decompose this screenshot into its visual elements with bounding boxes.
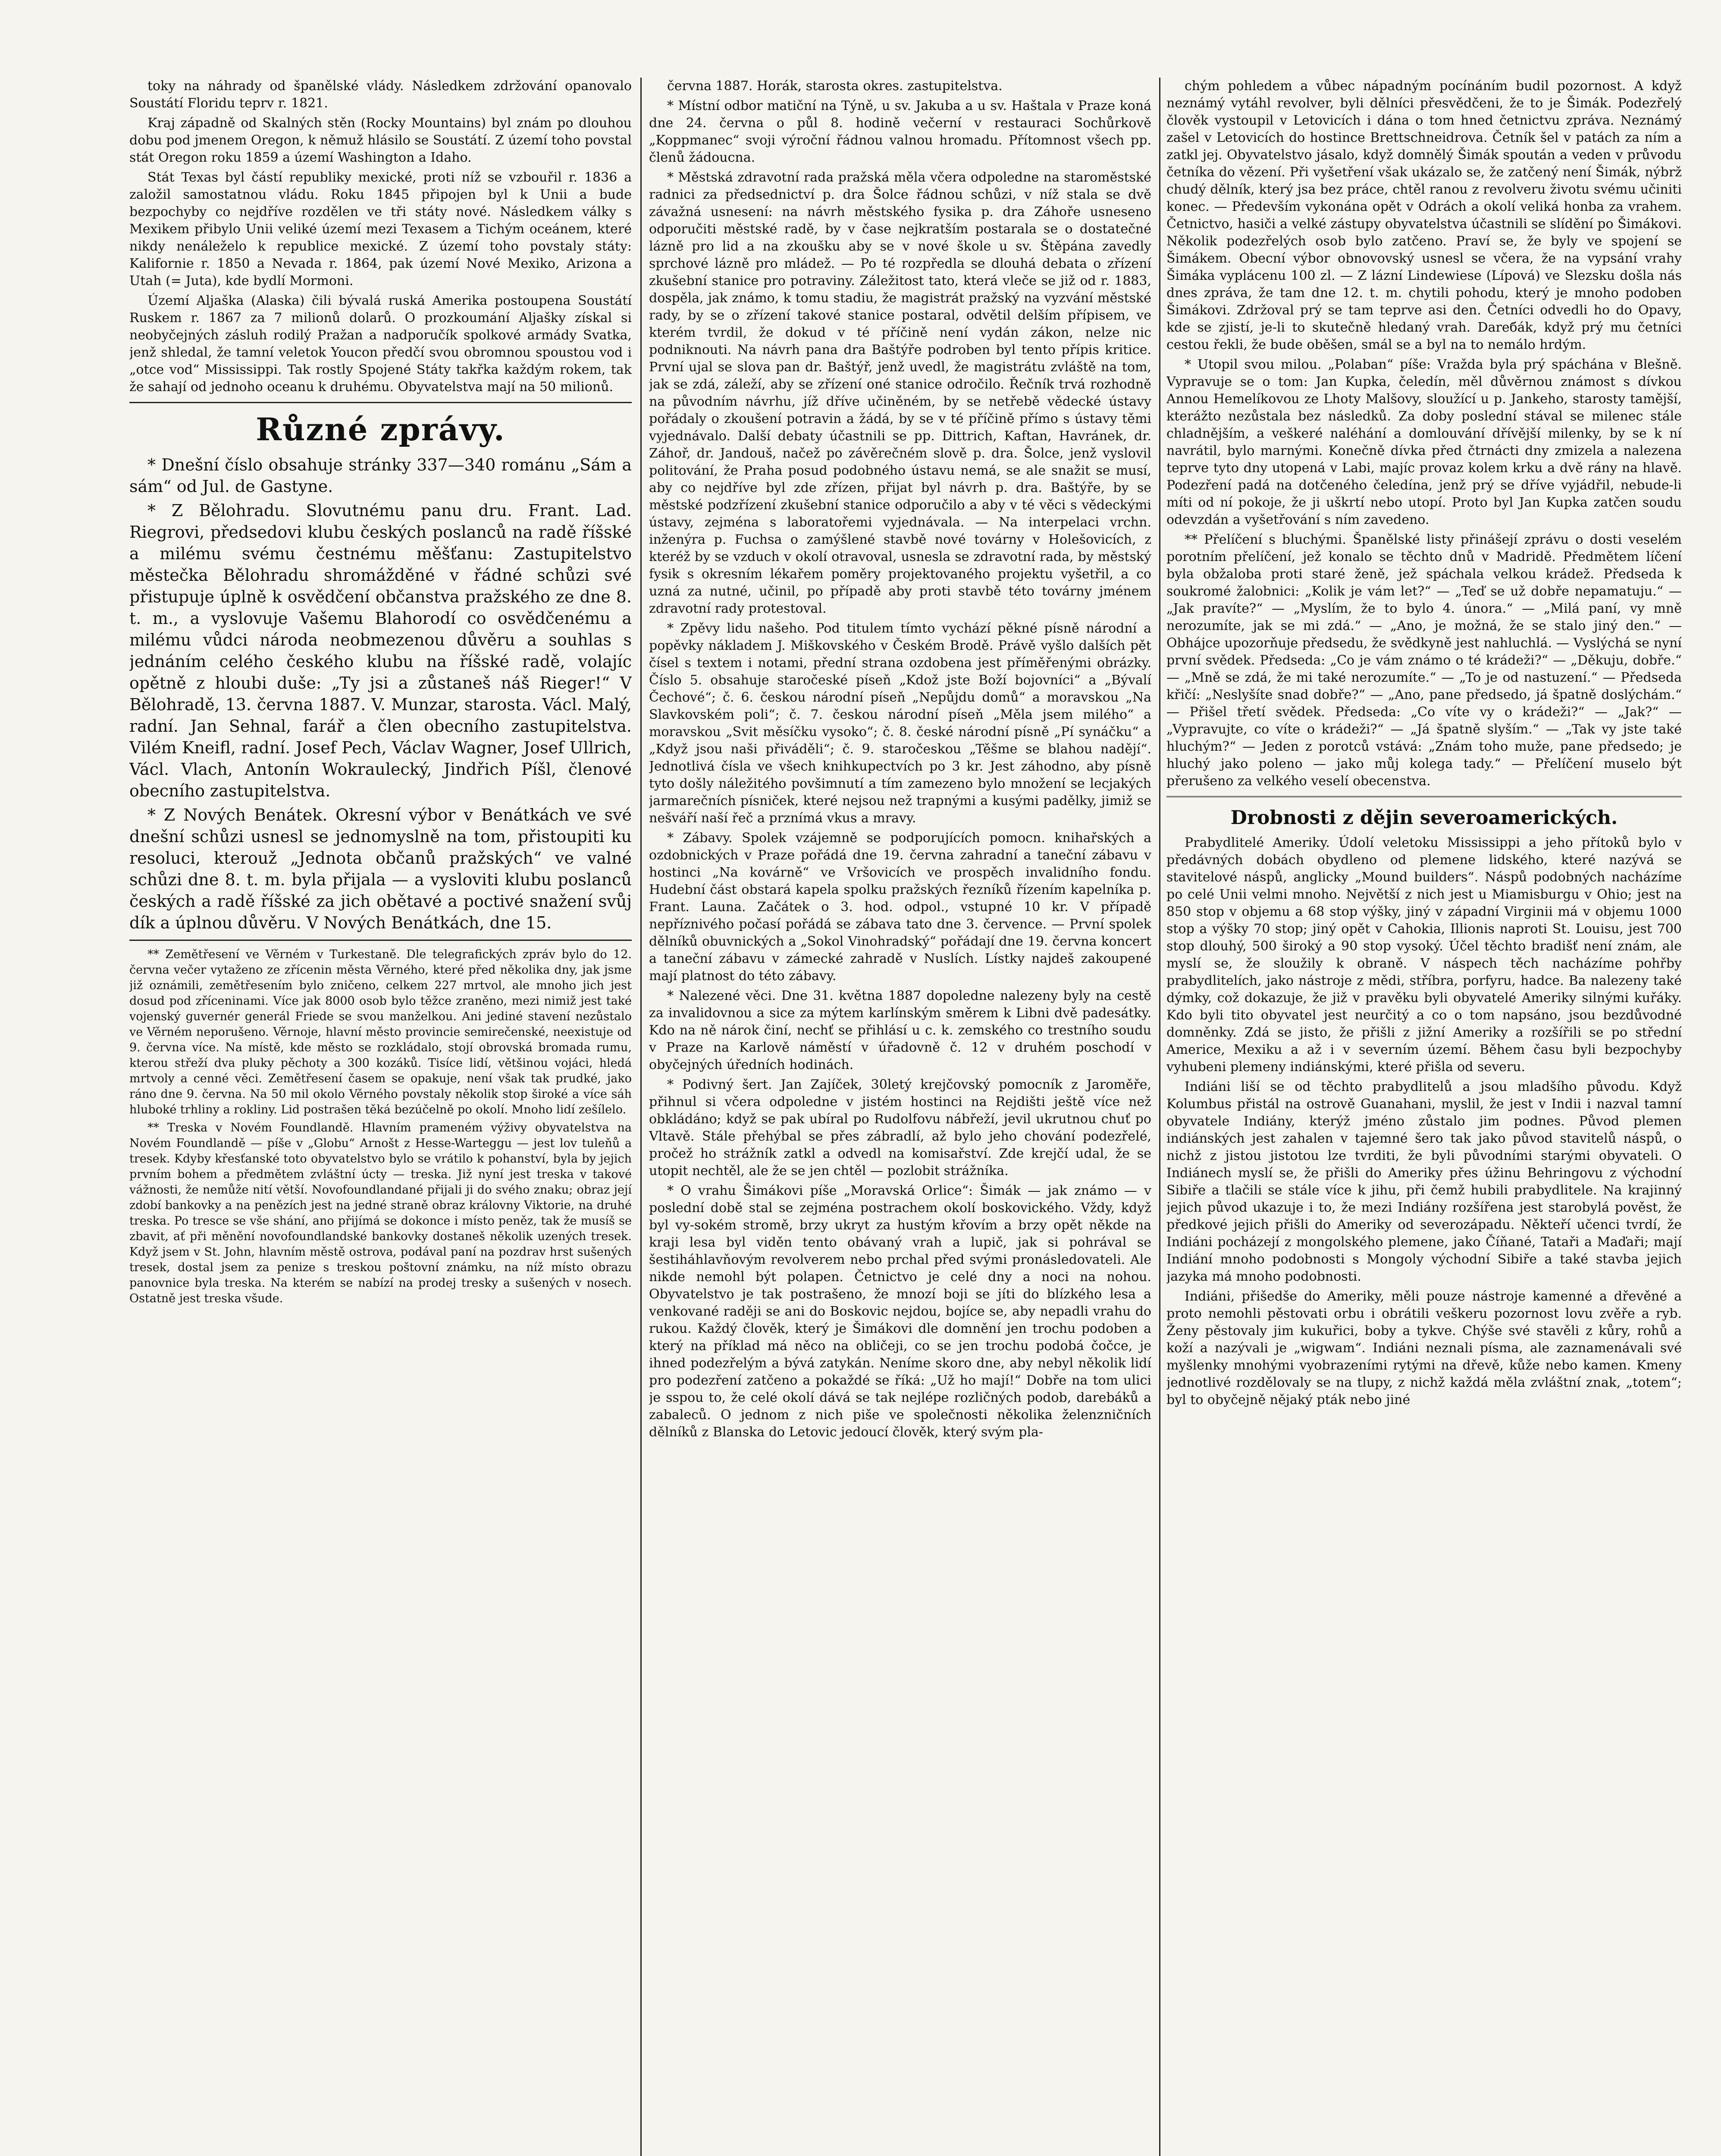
paragraph: Území Aljaška (Alaska) čili bývalá ruská Amerika postoupena Soustátí Ruskem r. 1867 za 7 milionů dolarů. O prozkoumání Aljašky získal si neobyčejných zásluh rodilý Pražan a nadporučík spolkové armády Svatka, jenž shledal, že tamní veletok Youcon předčí svou obromnou spoustou vod i „otce vod“ Mississippi. Tak rostly Spojené Státy takřka každým rokem, tak že sahají od jednoho oceanu k druhému. Obyvatelstva mají na 50 milionů.	[129, 293, 632, 395]
paragraph: toky na náhrady od španělské vlády. Následkem zdržování opanovalo Soustátí Floridu teprv r. 1821.	[129, 78, 632, 111]
news-item: * Dnešní číslo obsahuje stránky 337—340 románu „Sám a sám“ od Jul. de Gastyne.	[129, 455, 632, 496]
article-paragraph: Indiáni, přišedše do Ameriky, měli pouze nástroje kamenné a dřevěné a proto nemohli pěstovati orbu i obrátili veškeru pozornost lovu zvěře a ryb. Ženy pěstovaly jim kukuřici, boby a tykve. Chýše své stavěli z kůry, rohů a koží a nazývali je „wigwam“. Indiáni neznali písma, ale zaznamenávali své myšlenky mnohými vyobrazeními rytými na dřevě, kůže nebo kamen. Kmeny jednotlivé rozdělovaly se na tlupy, z nichž každá měla zvláštní znak, „totem“; byl to obyčejně nějaký pták nebo jiné	[1166, 1289, 1682, 1407]
column-divider	[640, 78, 642, 2156]
news-item: ** Přelíčení s bluchými. Španělské listy přinášejí zprávu o dosti veselém porotním přelíčení, jež konalo se těchto dnů v Madridě. Předmětem líčení byla obžaloba proti staré ženě, jež spáchala velkou krádež. Předseda k soukromé žalobnici: „Kolik je vám let?“ — „Teď se už dobře nepamatuju.“ — „Jak pravíte?“ — „Myslím, že to bylo 4. února.“ — „Milá paní, vy mně nerozumíte, jak se mi zdá.“ — „Ano, je možná, že se stalo jiný den.“ — Obhájce upozorňuje předsedu, že svědkyně jest nahluchlá. — Vyslýchá se nyní první svědek. Předseda: „Co je vám známo o té krádeži?“ — „Děkuju, dobře.“ — „Mně se zdá, že mi také nerozumíte.“ — „To je od nastuzení.“ — Předseda křičí: „Neslyšíte snad dobře?“ — „Ano, pane předsedo, já špatně doslýchám.“ — Přišel třetí svědek. Předseda: „Co víte vy o krádeži?“ — „Jak?“ — „Vypravujte, co víte o krádeži?“ — „Já špatně slyším.“ — „Tak vy jste také hluchým?“ — Jeden z porotců vstává: „Znám toho muže, pane předsedo; je hluchý jako poleno — jako můj kolega tady.“ — Přelíčení muselo být přerušeno za velkého veselí obecenstva.	[1166, 532, 1682, 789]
news-item: * Zpěvy lidu našeho. Pod titulem tímto vychází pěkné písně národní a popěvky nákladem J. Miškovského v Českém Brodě. Právě vyšlo dalších pět čísel s textem i notami, přední strana ozdobena jest příměřenými obrázky. Číslo 5. obsahuje staročeské píseň „Kdož jste Boží bojovníci“ a „Bývalí Čechové“; č. 6. českou národní píseň „Nepůjdu domů“ a moravskou „Na Slavkovském poli“; č. 7. českou národní píseň „Měla jsem milého“ a moravskou „Svit měsíčku vysoko“; č. 8. české národní písně „Pí synáčku“ a „Když jsou naši přiváděli“; č. 9. staročeskou „Těšme se blahou nadějí“. Jednotlivá čísla ve všech knihkupectvích po 3 kr. Jest záhodno, aby písně tyto došly náležitého povšimnutí a tím zamezeno bylo množení se lecjakých jarmarečních písniček, které nejsou než trapnými a kusými padělky, jimiž se nešváří naší řeč a prznímá vkus a mravy.	[649, 621, 1151, 826]
news-item: * Nalezené věci. Dne 31. května 1887 dopoledne nalezeny byly na cestě za invalidovnou a sice za mýtem karlínským směrem k Libni dvě padesátky. Kdo na ně nárok činí, nechť se přihlásí u c. k. zemského co trestního soudu v Praze na Karlově náměstí v úřadovně č. 12 v druhém poschodí v obyčejných úředních hodinách.	[649, 988, 1151, 1072]
news-item: * Z Nových Benátek. Okresní výbor v Benátkách ve své dnešní schůzi usnesl se jednomyslně na tom, přistoupiti ku resoluci, kterouž „Jednota občanů pražských“ ve valné schůzi dne 8. t. m. byla přijala — a vysloviti klubu poslanců českých a radě říšské za jich obětavé a poctivé snažení svůj dík a úplnou důvěru. V Nových Benátkách, dne 15.	[129, 805, 632, 932]
section-divider	[1166, 796, 1682, 800]
news-item: ** Zemětřesení ve Věrném v Turkestaně. Dle telegrafických zpráv bylo do 12. června večer vytaženo ze zřícenin města Věrného, které před několika dny, jak jsme již oznámili, zemětřesením bylo zničeno, celkem 227 mrtvol, ale mnoho jich jest dosud pod zříceninami. Více jak 8000 osob bylo těžce zraněno, mezi nimiž jest také vojenský guvernér generál Friede se svou manželkou. Ani jediné stavení nezůstalo ve Věrném neporušeno. Věrnoje, hlavní město provincie semirečenské, neexistuje od 9. června více. Na místě, kde město se rozkládalo, stojí obrovská bromada rumu, kterou střeží dva pluky pěchoty a 300 kozáků. Tisíce lidí, většinou vojáci, hledá mrtvoly a cenné věci. Zemětřesení časem se opakuje, není však tak prudké, jako ráno dne 9. června. Na 50 mil okolo Věrného povstaly několik stop široké a více sáh hluboké trhliny a rokliny. Lid postrašen těká bezúčelně po okolí. Mnoho lidí zešílelo.	[129, 948, 632, 1116]
news-item: * Městská zdravotní rada pražská měla včera odpoledne na staroměstské radnici za předsednictví p. dra Šolce řádnou schůzi, v níž stala se dvě závažná usnesení: na návrh městského fysika p. dra Záhoře usneseno odporučiti městské radě, by v čase nejkratším postarala se o dostatečné lázně pro lid a na zkoušku aby se v nové škole u sv. Štěpána zavedly sprchové lázně pro mládež. — Po té rozpředla se dlouhá debata o zřízení zkušební stanice pro potraviny. Záležitost tato, která vleče se již od r. 1883, dospěla, jak známo, k tomu stadiu, že magistrát pražský na vyzvání městské rady, by se o zřízení takové stanice postaral, odvětil delším přípisem, ve kterém tvrdil, že dokud v té příčině není vydán zákon, nelze nic podniknouti. Na návrh pana dra Baštýře podroben byl tento přípis kritice. První ujal se slova pan dr. Baštýř, jenž uvedl, že magistrátu zvláště na tom, jak se zdá, záleží, aby se zřízení oné stanice odročilo. Řečník trvá rozhodně na původním návrhu, jíž dříve učiněném, by se netřebě vědecké ústavy pořádaly o zkoušení potravin a žádá, by se v té příčině přímo s ústavy těmi vyjednávalo. Další debaty účastnili se pp. Dittrich, Kaftan, Havránek, dr. Záhoř, dr. Jandouš, načež po závěrečném slově p. dra. Šolce, jenž vyslovil politování, že Praha posud podobného ústavu nemá, se ale snažit se musí, aby co nejdříve byl zde zřízen, přijat byl návrh p. dra. Baštýře, by se městské podzřízení zkušební stanice odporučilo a aby v té věci s vědeckými ústavy, zejména s laboratořemi vyjednávala. — Na interpelaci vrchn. inženýra p. Fuchsa o zamýšlené stavbě nové továrny v Holešovicích, z kteréž by se vzduch v okolí otravoval, usnesla se zdravotní rada, by městský fysik s okresním lékařem poměry projektovaného projektu vyšetřil, a co uzná za nutné, učinil, po případě aby proti stavbě této továrny jménem zdravotní rady protestoval.	[649, 170, 1151, 616]
article-paragraph: Prabydlitelé Ameriky. Údolí veletoku Mississippi a jeho přítoků bylo v předávných dobách obydleno od plemene lidského, které nazývá se stavitelové náspů, anglicky „Mound builders“. Náspů podobných nacházíme po celé Unii velmi mnoho. Největší z nich jest u Miamisburgu v Ohio; jest na 850 stop v objemu a 68 stop výšky, jiný v západní Virginii má v objemu 1000 stop a výšky 70 stop; jiný opět v Cahokia, Illionis naproti St. Louisu, jest 700 stop dlouhý, 500 široký a 90 stop vysoký. Účel těchto bradišť není znám, ale myslí se, že sloužily k obraně. V náspech těch nacházíme pohřby prabydlitelích, jako nástroje z mědi, stříbra, porfyru, hadce. Ba nalezeny také dýmky, což dokazuje, že již v pravěku byli obyvatelé Ameriky silnými kuřáky. Kdo byli tito obyvatel jest neurčitý a co o tom napsáno, jsou bezdůvodné domněnky. Zdá se jisto, že přišli z jižní Ameriky a rozšířili se po střední Americe, Mexiku a až i v severním území. Během času byli bezpochyby vyhubeni plemeny indiánskými, které přišla od severu.	[1166, 835, 1682, 1075]
column-3	[1166, 78, 1682, 2156]
section-divider	[129, 940, 632, 941]
section-heading: Drobnosti z dějin severoamerických.	[1230, 807, 1618, 829]
column-divider	[1159, 78, 1160, 2156]
paragraph: Kraj západně od Skalných stěn (Rocky Mountains) byl znám po dlouhou dobu pod jmenem Oregon, k němuž hlásilo se Soustátí. Z území toho povstal stát Oregon roku 1859 a území Washington a Idaho.	[129, 116, 632, 165]
news-item: * Zábavy. Spolek vzájemně se podporujících pomocn. knihařských a ozdobnických v Praze pořádá dne 19. června zahradní a taneční zábavu v hostinci „Na kovárně“ ve Vršovicích ve prospěch invalidního fondu. Hudební část obstará kapela spolku pražských řezníků řízením kapelníka p. Frant. Launa. Začátek o 3. hod. odpol., vstupné 10 kr. V případě nepříznivého počasí pořádá se zábava tato dne 3. července. — První spolek dělníků obuvnických a „Sokol Vinohradský“ pořádají dne 19. června koncert a taneční zábavu v zámecké zahradě v Nuslích. Lístky najdeš zakoupené mají platnost do této zábavy.	[649, 830, 1151, 984]
news-item: * Místní odbor matiční na Týně, u sv. Jakuba a u sv. Haštala v Praze koná dne 24. června o půl 8. hodině večerní v restauraci Sochůrkově „Koppmanec“ svoji výroční řádnou valnou hromadu. Přítomnost všech pp. členů žádoucna.	[649, 98, 1151, 165]
article-paragraph: Indiáni liší se od těchto prabydlitelů a jsou mladšího původu. Když Kolumbus přistál na ostrově Guanahani, myslil, že jest v Indii i nazval tamní obyvatele Indiány, kterýž jméno zůstalo jim podnes. Původ plemen indiánských jest zahalen v tajemné šero tak jako původ stavitelů náspů, o nichž z jistou jistotou lze tvrditi, že byli původními starými obyvateli. O Indiánech myslí se, že přišli do Ameriky přes úžinu Behringovu z východní Sibiře a tlačili se stále více k jihu, při čemž hubili prabydlitele. Na krajinný jejich původ ukazuje i to, že mezi Indiány rozšířena jest starobylá pověst, že předkové jejich přišli do Ameriky od severozápadu. Někteří učenci tvrdí, že Indiáni pocházejí z mongolského plemene, jako Číňané, Tataři a Maďaři; mají Indiání mnoho podobnosti s Mongoly východní Sibiře a také stavba jejich jazyka má mnoho podobnosti.	[1166, 1079, 1682, 1284]
column-1	[129, 78, 632, 2156]
news-item: * Utopil svou milou. „Polaban“ píše: Vražda byla prý spáchána v Blešně. Vypravuje se o tom: Jan Kupka, čeledín, měl důvěrnou známost s dívkou Annou Hemelíkovou ze Lhoty Malšovy, sloužící u p. Jankeho, starosty tamější, kterážto nezůstala bez následků. Za doby poslední stával se milenec stále chladnějším, a veškeré naléhání a domlouvání dřívější milenky, by se k ní navrátil, bylo marnými. Konečně dívka před čtrnácti dny zmizela a nalezena teprve tyto dny utopená v Labi, majíc provaz kolem krku a dvě rány na hlavě. Podezření padá na dotčeného čeledína, jenž prý se dříve vyjádřil, nebude-li míti od ní pokoje, že ji uškrtí nebo utopí. Proto byl Jan Kupka zatčen soudu odevzdán a vyšetřování s ním zavedeno.	[1166, 357, 1682, 527]
news-item: * Z Bělohradu. Slovutnému panu dru. Frant. Lad. Riegrovi, předsedovi klubu českých poslanců na radě říšské a milému svému čestnému měšťanu: Zastupitelstvo městečka Bělohradu shromážděné v řádné schůzi své přistupuje úplně k osvědčení občanstva pražského ze dne 8. t. m., a vyslovuje Vašemu Blahorodí co osvědčenému a milému vůdci národa neobmezenou důvěru a souhlas s jednáním celého českého klubu na říšské radě, volajíc opětně z hloubi duše: „Ty jsi a zůstaneš náš Rieger!“ V Bělohradě, 13. června 1887. V. Munzar, starosta. Václ. Malý, radní. Jan Sehnal, farář a člen obecního zastupitelstva. Vilém Kneifl, radní. Josef Pech, Václav Wagner, Josef Ullrich, Václ. Vlach, Antonín Wokraulecký, Jindřich Píšl, členové obecního zastupitelstva.	[129, 501, 632, 800]
news-item: chým pohledem a vůbec nápadným pocínáním budil pozornost. A když neznámý vytáhl revolver, byli dělníci přesvědčeni, že to je Šimák. Podezřelý člověk vystoupil v Letovicích i dána o tom hned četnictvu zpráva. Neznámý zašel v Letovicích do hostince Brettschneidrova. Četník šel v patách za ním a zatkl jej. Obyvatelstvo jásalo, když domnělý Šimák spoután a veden v průvodu četníka do vězení. Při vyšetření však ukázalo se, že zatčený není Šimák, nýbrž chudý dělník, který jsa bez práce, chtěl ranou z revolveru životu svému učiniti konec. — Především vykonána opět v Odrách a okolí veliká honba za vrahem. Četnictvo, hasiči a velké zástupy obyvatelstva účastnili se slídění po Šimákovi. Několik podezřelých osob bylo zatčeno. Praví se, že byly ve spojení se Šimákem. Obecní výbor obnovovský usnesl se včera, že na vypsání vrahy Šimáka vyplácenu 100 zl. — Z lázní Lindewiese (Lípová) ve Slezsku došla nás dnes zpráva, že tam dne 12. t. m. chytili pohodu, který je mnoho podoben Šimákovi. Zdržoval prý se tam teprve asi den. Četníci odvedli ho do Opavy, kde se zjistí, je-li to skutečně hledaný vrah. Dareбák, když prý mu četníci cestou řekli, že bude oběšen, smál se a byl na to nemálo hrdým.	[1166, 78, 1682, 352]
paragraph: Stát Texas byl částí republiky mexické, proti níž se vzbouřil r. 1836 a založil samostatnou vládu. Roku 1845 připojen byl k Unii a bude bezpochyby co nejdříve rozdělen ve tři státy nové. Následkem války s Mexikem přibylo Unii veliké území mezi Texasem a Tichým oceánem, které nikdy nenáleželo k republice mexické. Z území toho povstaly státy: Kalifornie r. 1850 a Nevada r. 1864, pak území Nové Mexiko, Arizona a Utah (= Juta), kde bydlí Mormoni.	[129, 170, 632, 288]
news-item: * Podivný šert. Jan Zajíček, 30letý krejčovský pomocník z Jaroměře, přihnul si včera odpoledne v jistém hostinci na Rejdišti ještě více než obkládáno; když se pak ubíral po Rudolfovu nábřeží, jevil ukrutnou chuť po Vltavě. Stále přehýbal se přes zábradlí, až bylo jeho chování podezřelé, pročež ho strážník zatkl a odvedl na komisařství. Zde krejčí udal, že se utopit nechtěl, ale že se jen chtěl — pozlobit strážníka.	[649, 1077, 1151, 1178]
column-2	[649, 78, 1151, 2156]
news-item: * O vrahu Šimákovi píše „Moravská Orlice“: Šimák — jak známo — v poslední době stal se zejména postrachem okolí boskovického. Vždy, když byl vy-sokém stromě, brzy ukryt za hustým křovím a brzy opět někde na kraji lesa byl viděn tento obávaný vrah a lupič, jak si pohrával se šestiháhlavňovým revolverem nebo prchal před svými pronásledovateli. Ale nikde nemohl být polapen. Četnictvo je celé dny a noci na nohou. Obyvatelstvo je tak postrašeno, že mnozí boji se jíti do blízkého lesa a venkované raději se ani do Boskovic nejdou, bojíce se, aby nepadli vrahu do rukou. Každý člověk, který je Šimákovi dle domnění jen trochu podoben a který na příklad má něco na obličeji, co se jen trochu podobá čočce, je ihned podezřelým a bývá zatykán. Neníme skoro dne, aby nebyl několik lidí pro podezření zatčeno a pokaždé se říká: „Už ho mají!“ Dobře na tom ulici je sspou to, že celé okolí dává se tak nejlépe rozličných podob, darebáků a zabaleců. O jednom z nich piše ve společnosti několika želenzničních dělníků z Blanska do Letovic jedoucí člověk, který svým pla-	[649, 1183, 1151, 1440]
section-divider	[129, 402, 632, 403]
section-heading: Různé zprávy.	[256, 411, 505, 448]
news-item: června 1887. Horák, starosta okres. zastupitelstva.	[667, 78, 1003, 94]
news-item: ** Treska v Novém Foundlandě. Hlavním prameném výživy obyvatelstva na Novém Foundlandě — píše v „Globu“ Arnošt z Hesse-Warteggu — jest lov tuleňů a tresek. Kdyby křesťanské toto obyvatelstvo bylo se vrátilo k pohanství, byla by jejich prvním bohem a předmětem zvláštní úcty — treska. Již nyní jest treska v takové vážnosti, že nemůže nití větší. Novofoundlandané přijali ji do svého znaku; obraz její zdobí bankovky a na penězích jest na jedné straně obraz královny Viktorie, na druhé treska. Po tresce se vše shání, ano přijímá se dokonce i místo peněz, tak že musíš se zbavit, ať při měnění novofoundlandské bankovky dostaneš několik uzených tresek. Když jsem v St. John, hlavním městě ostrova, podával paní na pozdrav hrst sušených tresek, dostal jsem za penize s treskou poštovní známku, na níž místo obrazu panovnice byla treska. Na kterém se nabízí na prodej tresky a sušených v nosech. Ostatně jest treska všude.	[129, 1121, 632, 1305]
